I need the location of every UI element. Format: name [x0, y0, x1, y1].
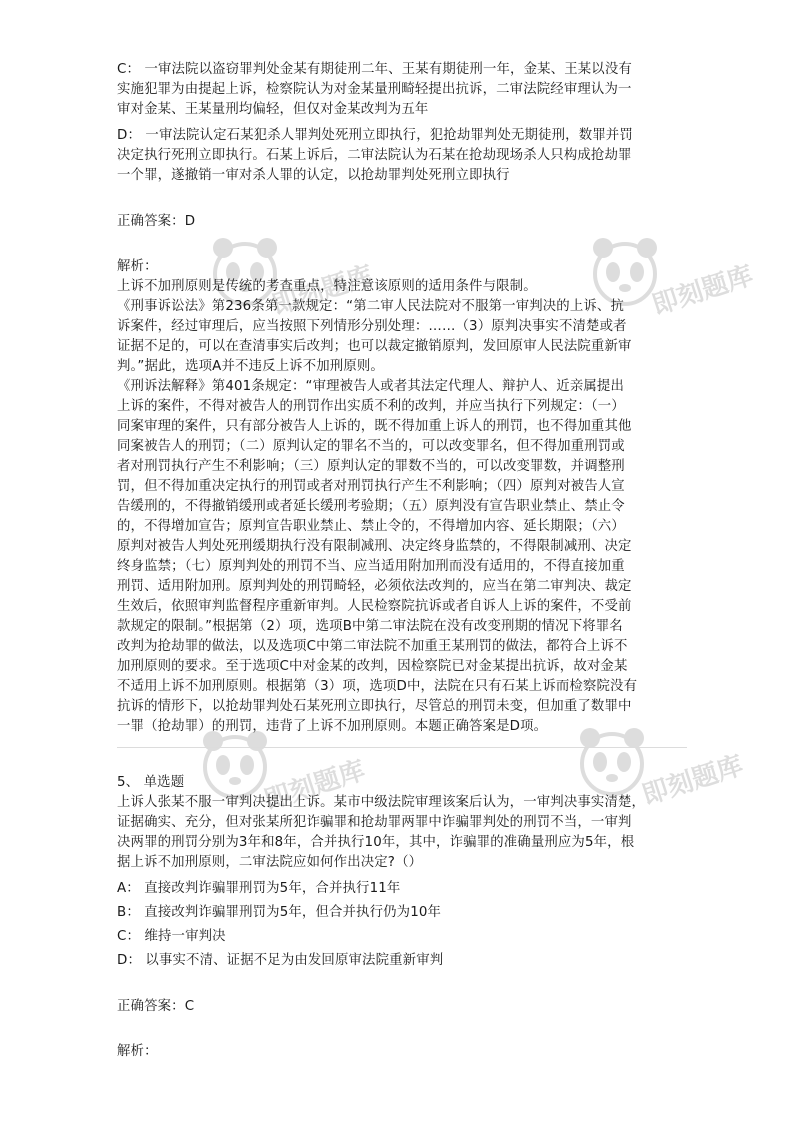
option-line: C： 一审法院以盗窃罪判处金某有期徒刑二年、王某有期徒刑一年，金某、王某以没有	[117, 62, 632, 77]
stem-line: 证据确实、充分，但对张某所犯诈骗罪和抢劫罪两罪中诈骗罪判处的刑罚不当，一审判	[117, 815, 632, 830]
option-line: D： 一审法院认定石某犯杀人罪判处死刑立即执行，犯抢劫罪判处无期徒刑，数罪并罚	[117, 128, 633, 143]
analysis-line: 证据不足的，可以在查清事实后改判；也可以裁定撤销原判，发回原审人民法院重新审	[117, 339, 632, 354]
analysis-line: 上诉不加刑原则是传统的考查重点，特注意该原则的适用条件与限制。	[117, 279, 537, 294]
stem-line: 据上诉不加刑原则，二审法院应如何作出决定?（）	[117, 855, 423, 870]
analysis-line: 罚，但不得加重决定执行的刑罚或者对刑罚执行产生不利影响；（四）原判对被告人宣	[117, 479, 625, 494]
analysis-line: 上诉的案件，不得对被告人的刑罚作出实质不利的改判，并应当执行下列规定：（一）	[117, 399, 625, 414]
analysis-line: 改判为抢劫罪的做法，以及选项C中第二审法院不加重王某刑罚的做法，都符合上诉不	[117, 639, 628, 654]
option-line: 实施犯罪为由提起上诉，检察院认为对金某量刑畸轻提出抗诉，二审法院经审理认为一	[117, 82, 632, 97]
analysis-line: 一罪（抢劫罪）的刑罚，违背了上诉不加刑原则。本题正确答案是D项。	[117, 719, 548, 734]
analysis-line: 告缓刑的，不得撤销缓刑或者延长缓刑考验期；（五）原判没有宣告职业禁止、禁止令	[117, 499, 625, 514]
q5-analysis-label: 解析：	[117, 1044, 158, 1059]
analysis-line: 生效后，依照审判监督程序重新审判。人民检察院抗诉或者自诉人上诉的案件，不受前	[117, 599, 632, 614]
analysis-line: 《刑事诉讼法》第236条第一款规定：“第二审人民法院对不服第一审判决的上诉、抗	[117, 299, 625, 314]
q5-stem	[117, 793, 687, 873]
analysis-line: 《刑诉法解释》第401条规定：“审理被告人或者其法定代理人、辩护人、近亲属提出	[117, 379, 625, 394]
analysis-line: 同案被告人的刑罚；（二）原判认定的罪名不当的，可以改变罪名，但不得加重刑罚或	[117, 439, 625, 454]
analysis-line: 加刑原则的要求。至于选项C中对金某的改判，因检察院已对金某提出抗诉，故对金某	[117, 659, 628, 674]
watermark-text: 即刻题库	[638, 750, 747, 812]
answer-label: 正确答案：	[117, 214, 185, 229]
analysis-line: 者对刑罚执行产生不利影响；（三）原判认定的罪数不当的，可以改变罪数，并调整刑	[117, 459, 625, 474]
watermark-text: 即刻题库	[268, 260, 377, 322]
q4-option-d	[117, 126, 687, 186]
q5-option-b[interactable]: B： 直接改判诈骗罪刑罚为5年，但合并执行仍为10年	[117, 905, 442, 920]
watermark-text: 即刻题库	[648, 260, 757, 322]
answer-value: D	[184, 214, 196, 229]
analysis-line: 抗诉的情形下，以抢劫罪判处石某死刑立即执行，尽管总的刑罚未变，但加重了数罪中	[117, 699, 632, 714]
option-line: 决定执行死刑立即执行。石某上诉后，二审法院认为石某在抢劫现场杀人只构成抢劫罪	[117, 148, 632, 163]
option-line: 一个罪，遂撤销一审对杀人罪的认定，以抢劫罪判处死刑立即执行	[117, 168, 510, 183]
analysis-line: 不适用上诉不加刑原则。根据第（3）项，选项D中，法院在只有石某上诉而检察院没有	[117, 679, 638, 694]
q5-option-a[interactable]: A： 直接改判诈骗罪刑罚为5年，合并执行11年	[117, 881, 401, 896]
analysis-line: 同案审理的案件，只有部分被告人上诉的，既不得加重上诉人的刑罚，也不得加重其他	[117, 419, 632, 434]
watermark-text: 即刻题库	[260, 755, 369, 817]
analysis-line: 的，不得增加宣告；原判宣告职业禁止、禁止令的，不得增加内容、延长期限；（六）	[117, 519, 625, 534]
q5-options	[117, 879, 687, 971]
q4-option-c	[117, 60, 687, 120]
q5-correct-answer	[117, 997, 687, 1017]
stem-line: 决两罪的刑罚分别为3年和8年，合并执行10年，其中，诈骗罪的准确量刑应为5年，根	[117, 835, 635, 850]
answer-value: C	[184, 999, 195, 1014]
answer-label: 正确答案：	[117, 999, 185, 1014]
analysis-line: 原判对被告人判处死刑缓期执行没有限制减刑、决定终身监禁的，不得限制减刑、决定	[117, 539, 632, 554]
q5-option-c[interactable]: C： 维持一审判决	[117, 929, 226, 944]
question-divider	[117, 747, 687, 748]
analysis-line: 款规定的限制。”根据第（2）项，选项B中第二审法院在没有改变刑期的情况下将罪名	[117, 619, 623, 634]
analysis-line: 刑罚、适用附加刑。原判判处的刑罚畸轻，必须依法改判的，应当在第二审判决、裁定	[117, 579, 632, 594]
option-line: 审对金某、王某量刑均偏轻，但仅对金某改判为五年	[117, 102, 429, 117]
q4-analysis-label: 解析：	[117, 259, 158, 274]
stem-line: 上诉人张某不服一审判决提出上诉。某市中级法院审理该案后认为，一审判决事实清楚，	[117, 795, 646, 810]
page-content	[117, 60, 687, 1062]
analysis-line: 终身监禁；（七）原判判处的刑罚不当、应当适用附加刑而没有适用的，不得直接加重	[117, 559, 625, 574]
q5-header: 5、 单选题	[117, 775, 185, 790]
q5-option-d[interactable]: D： 以事实不清、证据不足为由发回原审法院重新审判	[117, 953, 444, 968]
analysis-line: 诉案件，经过审理后，应当按照下列情形分别处理：……（3）原判决事实不清楚或者	[117, 319, 627, 334]
q4-correct-answer	[117, 212, 687, 232]
analysis-line: 判。”据此，选项A并不违反上诉不加刑原则。	[117, 359, 384, 374]
q4-analysis-body	[117, 277, 687, 737]
